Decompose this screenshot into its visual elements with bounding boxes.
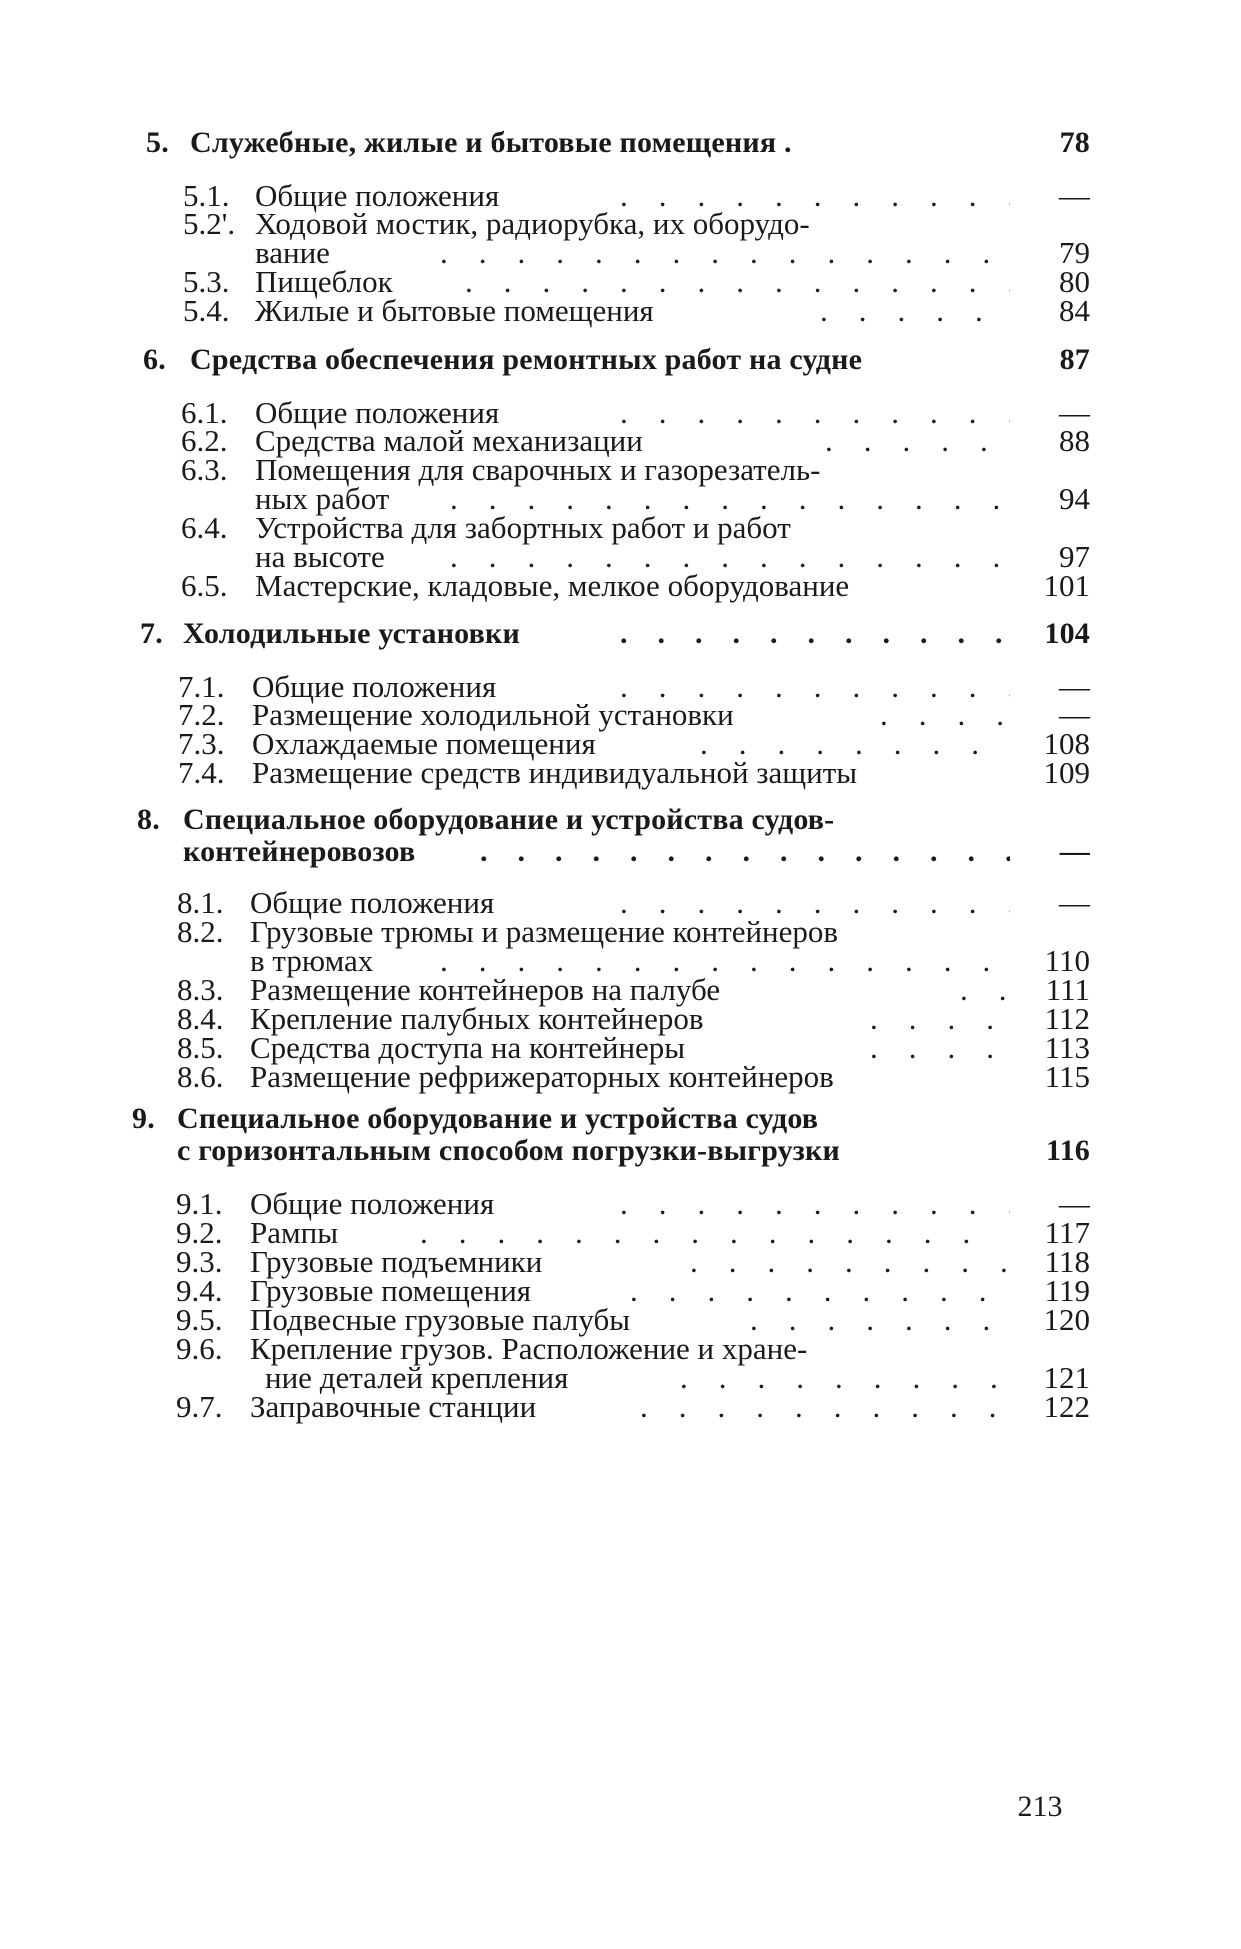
item-page: 117 (1044, 1215, 1090, 1250)
item-title-continuation: ных работ (255, 481, 390, 516)
section-title-continuation: с горизонтальным способом погрузки-выгрузки (177, 1134, 840, 1167)
toc-item (0, 755, 1241, 791)
section-page: 104 (1044, 617, 1090, 650)
dot-leader (640, 1389, 1010, 1425)
item-title: Средства доступа на контейнеры (250, 1030, 686, 1065)
section-title: Служебные, жилые и бытовые помещения . (190, 126, 792, 159)
dot-leader (620, 617, 1010, 651)
dot-leader (820, 293, 1010, 329)
section-page: 78 (1059, 126, 1090, 159)
item-title: Размещение средств индивидуальной защиты (252, 755, 858, 790)
item-title: Общие положения (255, 395, 500, 430)
item-title: Жилые и бытовые помещения (255, 293, 654, 328)
section-heading (0, 343, 1241, 379)
item-page: 97 (1059, 539, 1090, 574)
item-title: Пищеблок (255, 264, 393, 299)
item-title: Размещение рефрижераторных контейнеров (250, 1059, 834, 1094)
item-title: Грузовые подъемники (250, 1244, 543, 1279)
item-page: 111 (1045, 972, 1090, 1007)
item-title: Грузовые помещения (250, 1273, 532, 1308)
item-number: 8.4. (177, 1001, 224, 1036)
item-number: 8.3. (177, 972, 224, 1007)
item-page: 118 (1044, 1244, 1090, 1279)
item-page: 113 (1044, 1030, 1090, 1065)
item-number: 6.5. (181, 568, 228, 603)
section-heading-continuation (0, 1134, 1241, 1170)
section-heading (0, 1102, 1241, 1138)
item-page: 84 (1059, 293, 1090, 328)
item-number: 9.5. (176, 1302, 223, 1337)
item-title-continuation: в трюмах (250, 943, 374, 978)
item-title: Средства малой механизации (255, 423, 643, 458)
item-number: 5.1. (183, 178, 230, 213)
item-number: 5.2'. (183, 206, 236, 241)
item-title: Помещения для сварочных и газорезатель- (255, 452, 821, 487)
item-page: — (1059, 697, 1090, 732)
item-page: — (1059, 669, 1090, 704)
item-title: Размещение холодильной установки (252, 697, 734, 732)
item-page: 120 (1043, 1302, 1090, 1337)
item-number: 6.1. (181, 395, 228, 430)
section-number: 7. (140, 617, 163, 650)
item-page: 121 (1043, 1360, 1090, 1395)
item-title: Подвесные грузовые палубы (250, 1302, 631, 1337)
section-number: 8. (137, 803, 160, 836)
section-heading (0, 126, 1241, 162)
item-title: Общие положения (255, 178, 500, 213)
item-number: 5.3. (183, 264, 230, 299)
section-page: 87 (1059, 343, 1090, 376)
item-page: 101 (1043, 568, 1090, 603)
item-page: 112 (1044, 1001, 1090, 1036)
item-page: 79 (1059, 235, 1090, 270)
item-title: Устройства для забортных работ и работ (255, 510, 791, 545)
item-number: 5.4. (183, 293, 230, 328)
item-number: 8.2. (177, 914, 224, 949)
item-title: Крепление грузов. Расположение и хране- (250, 1331, 808, 1366)
item-page: — (1059, 885, 1090, 920)
item-page: 94 (1059, 481, 1090, 516)
item-title-continuation: вание (255, 235, 330, 270)
item-number: 6.2. (181, 423, 228, 458)
item-page: — (1059, 1186, 1090, 1221)
toc-item (0, 568, 1241, 604)
item-title: Рампы (250, 1215, 339, 1250)
section-page: — (1059, 835, 1090, 868)
dot-leader (480, 835, 1010, 869)
toc-item (0, 293, 1241, 329)
item-number: 7.1. (178, 669, 225, 704)
item-title: Крепление палубных контейнеров (250, 1001, 704, 1036)
toc-item (0, 1059, 1241, 1095)
page-number: 213 (1017, 1790, 1063, 1823)
item-title: Мастерские, кладовые, мелкое оборудование (255, 568, 850, 603)
item-number: 6.4. (181, 510, 228, 545)
toc-item (0, 1389, 1241, 1425)
item-number: 7.2. (178, 697, 225, 732)
item-number: 9.4. (176, 1273, 223, 1308)
item-page: 110 (1044, 943, 1090, 978)
section-heading (0, 617, 1241, 653)
section-number: 9. (132, 1102, 155, 1135)
item-number: 9.2. (176, 1215, 223, 1250)
item-title: Заправочные станции (250, 1389, 537, 1424)
item-number: 7.3. (178, 726, 225, 761)
section-heading (0, 803, 1241, 839)
section-title: Холодильные установки (183, 617, 520, 650)
section-number: 6. (143, 343, 166, 376)
item-title: Общие положения (252, 669, 497, 704)
item-page: — (1059, 178, 1090, 213)
section-title: Средства обеспечения ремонтных работ на судне (190, 343, 863, 376)
item-page: 88 (1059, 423, 1090, 458)
item-title: Охлаждаемые помещения (252, 726, 596, 761)
item-title-continuation: на высоте (255, 539, 385, 574)
item-title: Общие положения (250, 1186, 495, 1221)
item-title: Общие положения (250, 885, 495, 920)
item-title: Грузовые трюмы и размещение контейнеров (250, 914, 839, 949)
item-page: 122 (1043, 1389, 1090, 1424)
section-title: Специальное оборудование и устройства судов (177, 1102, 819, 1135)
item-number: 9.1. (176, 1186, 223, 1221)
item-page: 80 (1059, 264, 1090, 299)
item-page: 115 (1044, 1059, 1090, 1094)
item-page: — (1059, 395, 1090, 430)
item-number: 9.7. (176, 1389, 223, 1424)
item-number: 9.3. (176, 1244, 223, 1279)
item-page: 108 (1043, 726, 1090, 761)
item-number: 8.6. (177, 1059, 224, 1094)
item-number: 6.3. (181, 452, 228, 487)
section-title: Специальное оборудование и устройства судов- (183, 803, 835, 836)
section-heading-continuation (0, 835, 1241, 871)
item-title: Размещение контейнеров на палубе (250, 972, 721, 1007)
item-number: 9.6. (176, 1331, 223, 1366)
item-page: 119 (1044, 1273, 1090, 1308)
item-title: Ходовой мостик, радиорубка, их оборудо- (255, 206, 810, 241)
section-page: 116 (1046, 1134, 1090, 1167)
item-number: 8.5. (177, 1030, 224, 1065)
item-page: 109 (1043, 755, 1090, 790)
section-title-continuation: контейнеровозов (183, 835, 416, 868)
item-number: 8.1. (177, 885, 224, 920)
item-number: 7.4. (178, 755, 225, 790)
item-title-continuation: ние деталей крепления (265, 1360, 569, 1395)
section-number: 5. (146, 126, 169, 159)
